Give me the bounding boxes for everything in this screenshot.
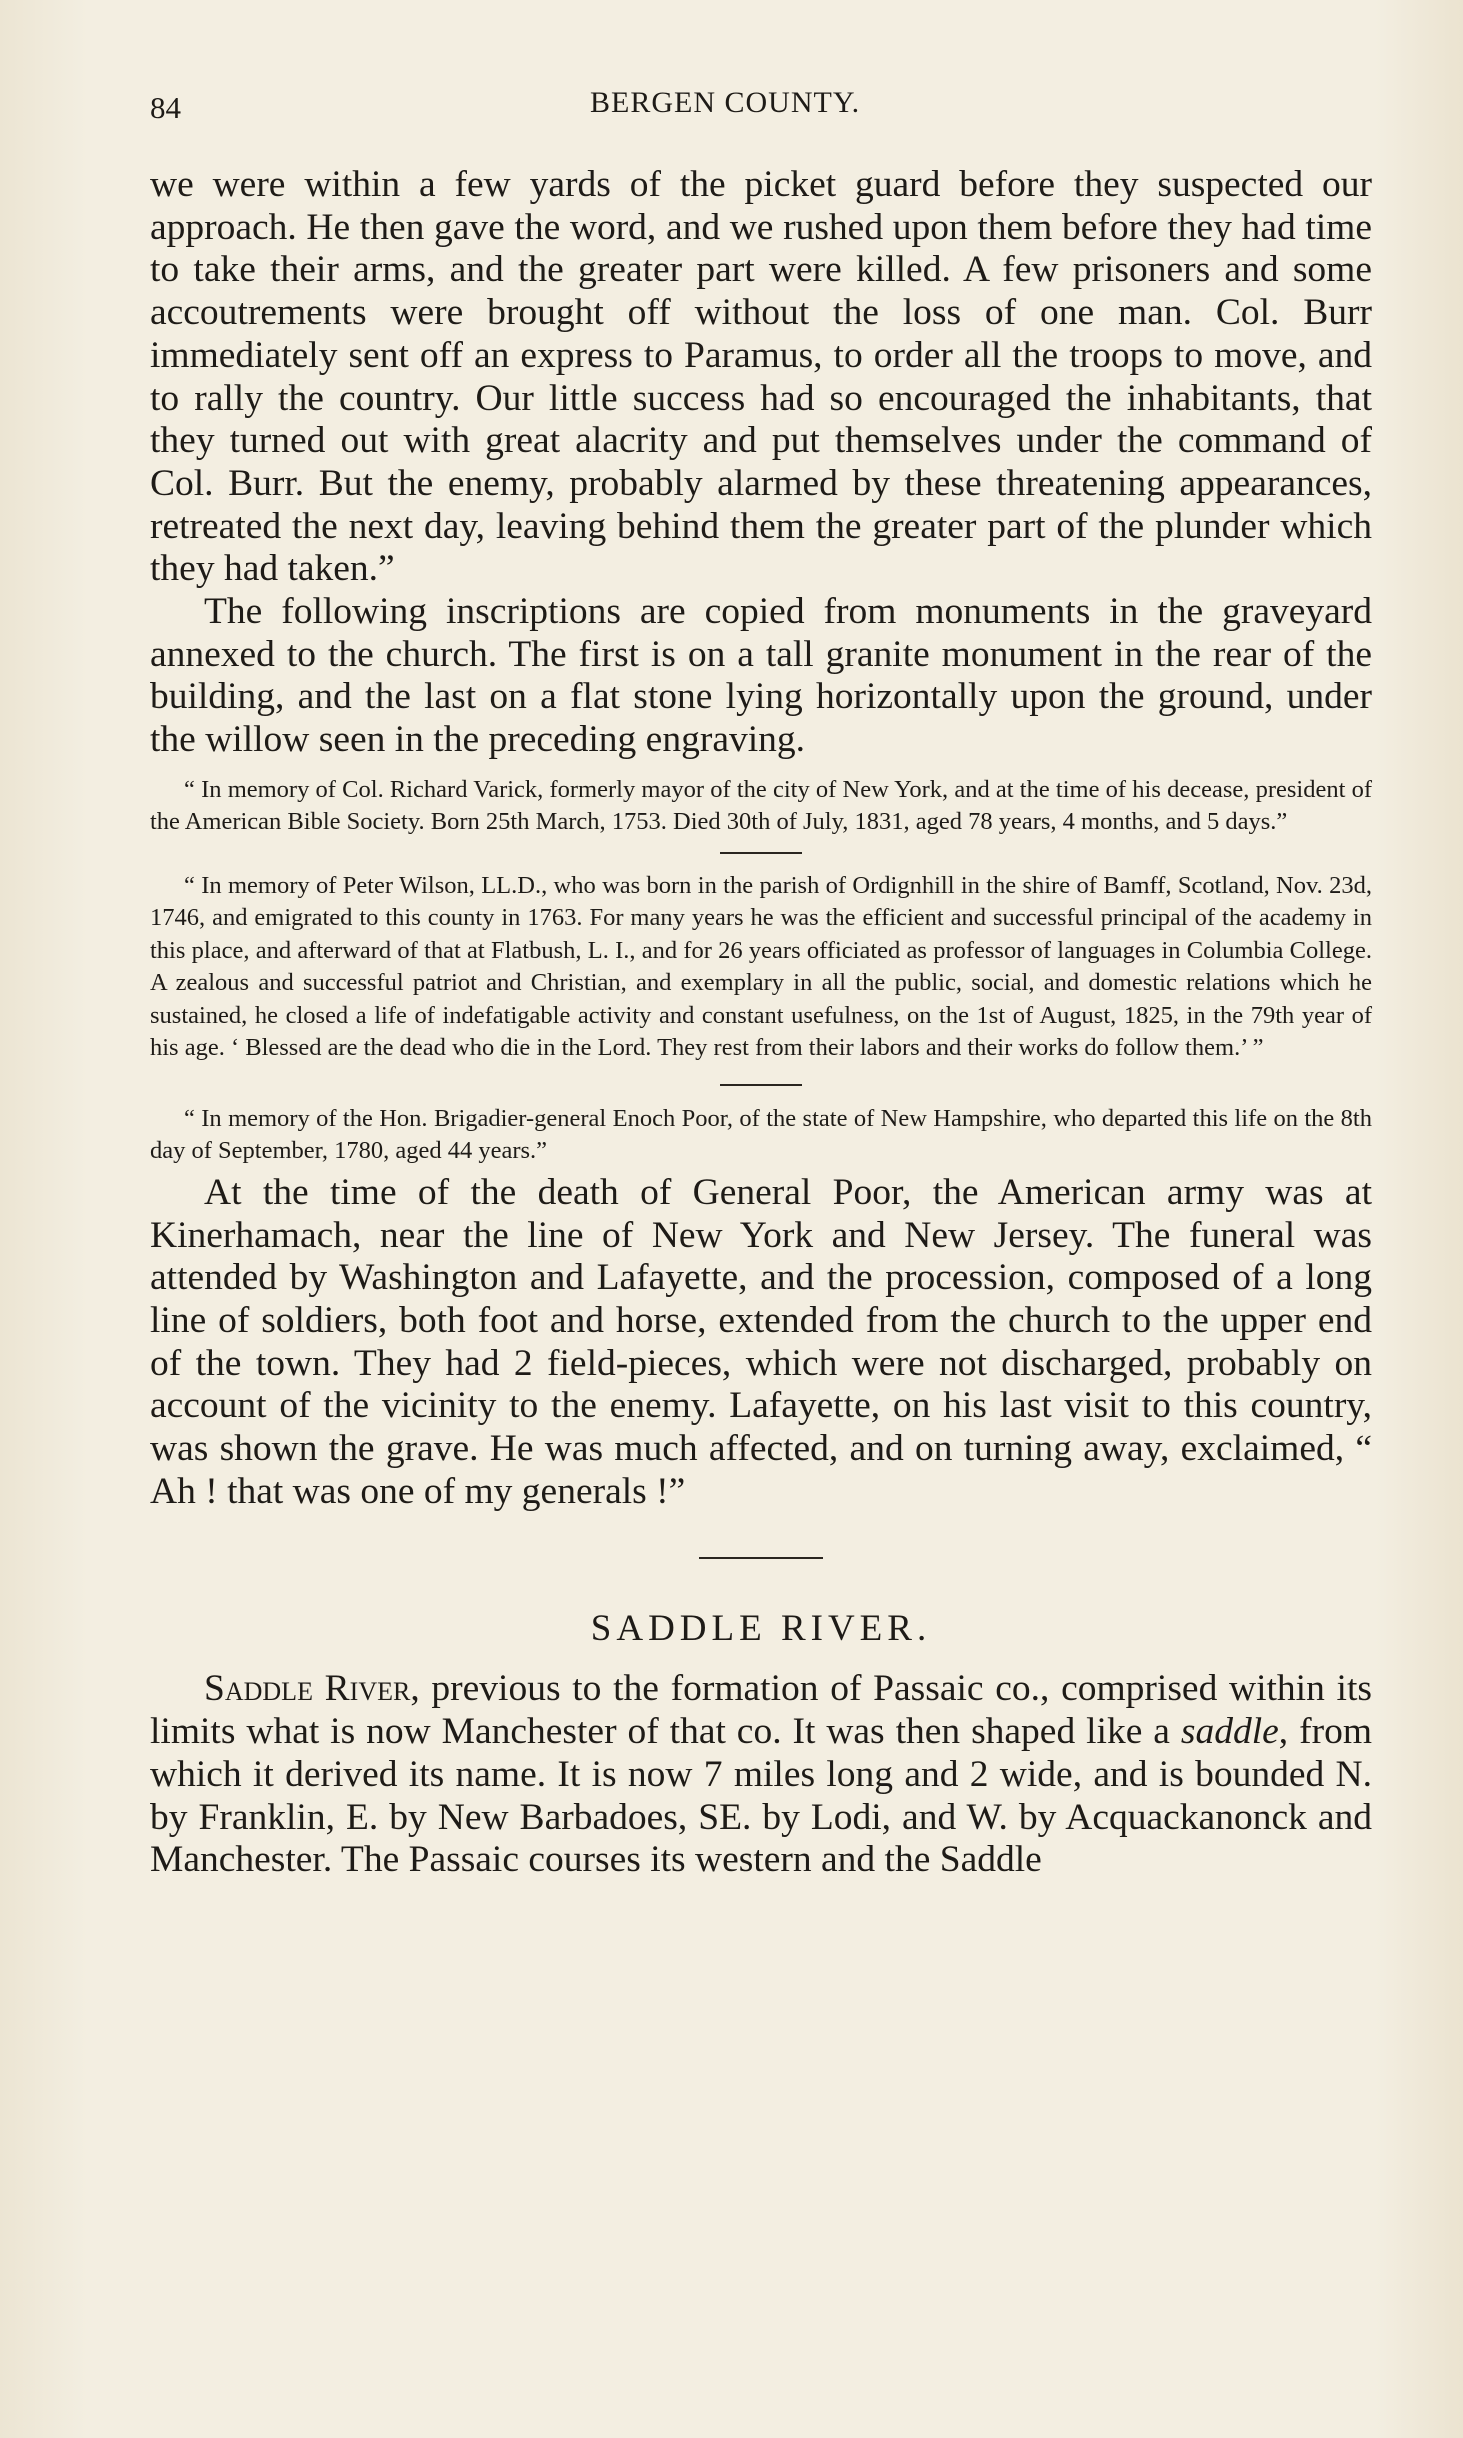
paragraph-inscriptions-intro: The following inscriptions are copied from monuments in the graveyard annexed to the church. The first is on a tall granite monument in the rear of the building, and the last on a flat stone lying horizontally upon the ground, under the willow seen in the preceding engraving. (150, 591, 1372, 761)
paragraph-burr-raid: we were within a few yards of the picket guard before they suspected our approach. He then gave the word, and we rushed upon them before they had time to take their arms, and the greater part were killed. A few prisoners and some accoutrements were brought off without the loss of one man. Col. Burr immediately sent off an express to Paramus, to order all the troops to move, and to rally the country. Our little success had so encouraged the inhabitants, that they turned out with great alacrity and put themselves under the command of Col. Burr. But the enemy, probably alarmed by these threatening appearances, retreated the next day, leaving behind them the greater part of the plunder which they had taken.” (150, 164, 1372, 590)
inscription-wilson: “ In memory of Peter Wilson, LL.D., who was born in the parish of Ordignhill in the shire of Bamff, Scotland, Nov. 23d, 1746, and emigrated to this county in 1763. For many years he was the efficient and successful principal of the academy in this place, and afterward of that at Flatbush, L. I., and for 26 years officiated as professor of languages in Columbia College. A zealous and successful patriot and Christian, and exemplary in all the public, social, and domestic relations which he sustained, he closed a life of indefatigable activity and constant usefulness, on the 1st of August, 1825, in the 79th year of his age. ‘ Blessed are the dead who die in the Lord. They rest from their labors and their works do follow them.’ ” (150, 871, 1372, 1062)
inscription-poor: “ In memory of the Hon. Brigadier-general Enoch Poor, of the state of New Hampshire, who departed this life on the 8th day of September, 1780, aged 44 years.” (150, 1104, 1372, 1165)
page-body (150, 164, 1372, 1882)
section-text-part-1: previous to the formation of Passaic co., comprised within its limits what is now Manchester of that co. It was then shaped like a (150, 1668, 1372, 1753)
separator-rule (720, 852, 802, 854)
paragraph-general-poor: At the time of the death of General Poor, the American army was at Kinerhamach, near the line of New York and New Jersey. The funeral was attended by Washington and Lafayette, and the procession, composed of a long line of soldiers, both foot and horse, extended from the church to the upper end of the town. They had 2 field-pieces, which were not discharged, probably on account of the vicinity to the enemy. Lafayette, on his last visit to this country, was shown the grave. He was much affected, and on turning away, exclaimed, “ Ah ! that was one of my generals !” (150, 1171, 1372, 1512)
section-rule (699, 1557, 823, 1559)
section-lead-words: Saddle River, (204, 1668, 420, 1710)
page-number: 84 (150, 90, 181, 125)
running-head: BERGEN COUNTY. (590, 86, 861, 119)
inscription-varick: “ In memory of Col. Richard Varick, formerly mayor of the city of New York, and at the time of his decease, president of the American Bible Society. Born 25th March, 1753. Died 30th of July, 1831, aged 78 years, 4 months, and 5 days.” (150, 775, 1372, 836)
section-title: SADDLE RIVER. (590, 1608, 932, 1650)
page-header (150, 82, 1370, 132)
paragraph-saddle-river (150, 1668, 1372, 1882)
section-text-part-2: , from which it derived its name. It is now 7 miles long and 2 wide, and is bounded N. by Franklin, E. by New Barbadoes, SE. by Lodi, and W. by Acquackanonck and Manchester. The Passaic courses its western and the Saddle (150, 1711, 1372, 1881)
section-emphasis: saddle (1180, 1711, 1279, 1753)
separator-rule (720, 1084, 802, 1086)
